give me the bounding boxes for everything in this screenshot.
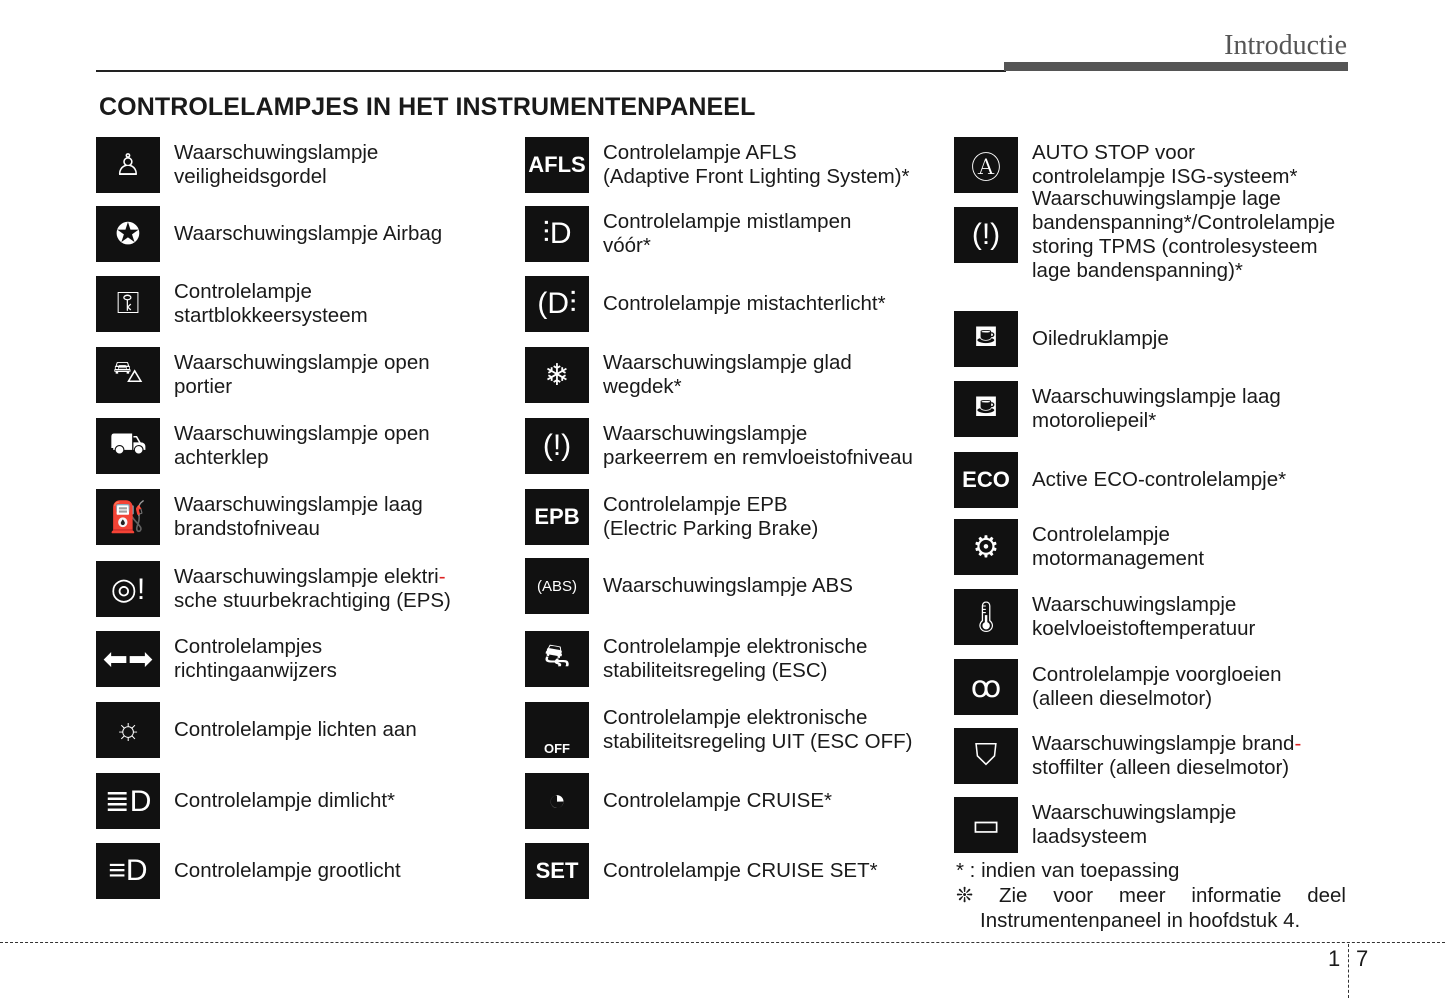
- ref-word: meer: [1118, 884, 1166, 907]
- label-line: Controlelampje AFLS: [603, 141, 797, 164]
- label-line: Waarschuwingslampje open: [174, 422, 430, 445]
- indicator-label: [1032, 327, 1169, 351]
- indicator-label: [603, 635, 867, 683]
- hyphen: -: [438, 565, 446, 588]
- label-line: bandenspanning*/Controlelampje: [1032, 211, 1336, 234]
- label-line: veiligheidsgordel: [174, 165, 327, 188]
- indicator-label: [1032, 141, 1297, 189]
- label-line: (Adaptive Front Lighting System)*: [603, 165, 910, 188]
- label-line: Waarschuwingslampje Airbag: [174, 222, 443, 245]
- label-line: Controlelampje voorgloeien: [1032, 663, 1282, 686]
- footnote-applicable: * : indien van toepassing: [956, 859, 1180, 882]
- section-title: Introductie: [1224, 30, 1347, 61]
- low-beam-icon: ≣D: [96, 773, 160, 829]
- label-line: Waarschuwingslampje: [1032, 801, 1237, 824]
- indicator-label: [174, 635, 337, 683]
- abs-icon: (ABS): [525, 558, 589, 614]
- reference-symbol: ❊: [956, 884, 974, 907]
- oil-pressure-icon: ⛾: [954, 311, 1018, 367]
- label-line: Waarschuwingslampje glad: [603, 351, 852, 374]
- label-line: storing TPMS (controlesysteem: [1032, 235, 1318, 258]
- label-line: startblokkeersysteem: [174, 304, 368, 327]
- label-line: Controlelampje elektronische: [603, 706, 868, 729]
- label-line: Controlelampje elektronische: [603, 635, 868, 658]
- indicator-label: [603, 789, 832, 813]
- label-line: Controlelampje: [174, 280, 312, 303]
- cruise-set-icon: SET: [525, 843, 589, 899]
- label-line: Waarschuwingslampje laag: [174, 493, 423, 516]
- high-beam-icon: ≡D: [96, 843, 160, 899]
- label-line: Waarschuwingslampje laag: [1032, 385, 1281, 408]
- esc-off-icon: OFF: [525, 702, 589, 758]
- indicator-label: [174, 141, 378, 189]
- label-line: stabiliteitsregeling UIT (ESC OFF): [603, 730, 913, 753]
- label-line: laadsysteem: [1032, 825, 1148, 848]
- brake-icon: (!): [525, 418, 589, 474]
- label-line: (alleen dieselmotor): [1032, 687, 1213, 710]
- icy-road-icon: ❄: [525, 347, 589, 403]
- label-line: vóór*: [603, 234, 651, 257]
- label-line: Controlelampje CRUISE SET*: [603, 859, 878, 882]
- label-line: Waarschuwingslampje brand-: [1032, 732, 1302, 755]
- label-line: controlelampje ISG-systeem*: [1032, 165, 1298, 188]
- epb-icon: EPB: [525, 489, 589, 545]
- indicator-label: [603, 292, 886, 316]
- label-line: Controlelampjes: [174, 635, 323, 658]
- label-line: Waarschuwingslampje elektri-: [174, 565, 446, 588]
- label-line: koelvloeistoftemperatuur: [1032, 617, 1256, 640]
- label-line: Waarschuwingslampje lage: [1032, 187, 1281, 210]
- footnote-reference-line2: Instrumentenpaneel in hoofdstuk 4.: [980, 909, 1301, 932]
- indicator-label: [174, 565, 451, 613]
- seatbelt-icon: ♙: [96, 137, 160, 193]
- label-line: Controlelampje mistlampen: [603, 210, 852, 233]
- fuel-icon: ⛽: [96, 489, 160, 545]
- oil-level-icon: ⛾: [954, 381, 1018, 437]
- page-number: 7: [1356, 946, 1369, 971]
- afls-icon: AFLS: [525, 137, 589, 193]
- indicator-label: [603, 351, 852, 399]
- auto-stop-icon: Ⓐ: [954, 137, 1018, 193]
- label-line: Waarschuwingslampje: [603, 422, 808, 445]
- battery-icon: ▭: [954, 797, 1018, 853]
- door-open-icon: ⛍: [96, 347, 160, 403]
- trunk-open-icon: ⛟: [96, 418, 160, 474]
- label-line: achterklep: [174, 446, 269, 469]
- indicator-label: [1032, 523, 1204, 571]
- hyphen: -: [1294, 732, 1302, 755]
- engine-check-icon: ⚙: [954, 519, 1018, 575]
- indicator-label: [1032, 468, 1286, 492]
- glow-plug-icon: ꝏ: [954, 659, 1018, 715]
- indicator-label: [174, 222, 442, 246]
- front-fog-icon: ⫶D: [525, 206, 589, 262]
- label-line: wegdek*: [603, 375, 682, 398]
- header-rule: [96, 70, 1006, 72]
- label-line: brandstofniveau: [174, 517, 320, 540]
- ref-word: Zie: [998, 884, 1028, 907]
- indicator-label: [603, 706, 912, 754]
- eps-icon: ◎!: [96, 561, 160, 617]
- label-line: Controlelampje CRUISE*: [603, 789, 833, 812]
- fuel-filter-icon: ⛉: [954, 728, 1018, 784]
- indicator-label: [1032, 663, 1282, 711]
- indicator-label: [603, 210, 851, 258]
- indicator-label: [174, 493, 423, 541]
- cruise-icon: ◔: [525, 773, 589, 829]
- indicator-label: [1032, 187, 1335, 283]
- indicator-label: [174, 789, 395, 813]
- header-bar: [1004, 62, 1348, 71]
- indicator-label: [1032, 732, 1301, 780]
- label-line: Controlelampje grootlicht: [174, 859, 401, 882]
- label-line: AUTO STOP voor: [1032, 141, 1195, 164]
- indicator-label: [603, 422, 913, 470]
- label-line: stoffilter (alleen dieselmotor): [1032, 756, 1290, 779]
- indicator-label: [174, 280, 368, 328]
- ref-word: informatie: [1191, 884, 1282, 907]
- label-line: motoroliepeil*: [1032, 409, 1157, 432]
- indicator-label: [603, 859, 878, 883]
- airbag-icon: ✪: [96, 206, 160, 262]
- eco-icon: ECO: [954, 452, 1018, 508]
- label-line: motormanagement: [1032, 547, 1205, 570]
- label-line: Waarschuwingslampje open: [174, 351, 430, 374]
- footnotes: [956, 858, 1346, 933]
- indicator-label: [174, 351, 430, 399]
- tpms-icon: (!): [954, 207, 1018, 263]
- label-line: parkeerrem en remvloeistofniveau: [603, 446, 913, 469]
- indicator-label: [1032, 801, 1236, 849]
- indicator-label: [174, 422, 430, 470]
- label-line: Controlelampje: [1032, 523, 1170, 546]
- indicator-label: [1032, 593, 1255, 641]
- indicator-label: [174, 718, 417, 742]
- label-line: Waarschuwingslampje: [1032, 593, 1237, 616]
- rear-fog-icon: (D⫶: [525, 276, 589, 332]
- label-line: Active ECO-controlelampje*: [1032, 468, 1287, 491]
- label-line: portier: [174, 375, 233, 398]
- label-line: Controlelampje EPB: [603, 493, 788, 516]
- label-line: sche stuurbekrachtiging (EPS): [174, 589, 451, 612]
- indicator-label: [174, 859, 401, 883]
- label-line: Waarschuwingslampje ABS: [603, 574, 853, 597]
- immobilizer-icon: ⚿: [96, 276, 160, 332]
- label-line: Controlelampje lichten aan: [174, 718, 417, 741]
- ref-word: voor: [1053, 884, 1094, 907]
- label-line: Controlelampje mistachterlicht*: [603, 292, 886, 315]
- turn-signal-icon: ⬅➡: [96, 631, 160, 687]
- indicator-label: [603, 493, 818, 541]
- label-line: Oiledruklampje: [1032, 327, 1169, 350]
- indicator-label: [1032, 385, 1281, 433]
- label-line: Waarschuwingslampje: [174, 141, 379, 164]
- label-line: stabiliteitsregeling (ESC): [603, 659, 828, 682]
- footnote-reference: [956, 883, 1346, 908]
- ref-word: deel: [1307, 884, 1346, 907]
- coolant-temp-icon: 🌡: [954, 589, 1018, 645]
- esc-icon: ⛐: [525, 631, 589, 687]
- lights-on-icon: ☼: [96, 702, 160, 758]
- label-line: richtingaanwijzers: [174, 659, 337, 682]
- chapter-number: 1: [1328, 946, 1341, 971]
- footer-divider: [0, 942, 1445, 943]
- page-title: CONTROLELAMPJES IN HET INSTRUMENTENPANEEL: [99, 93, 756, 121]
- label-line: Controlelampje dimlicht*: [174, 789, 396, 812]
- label-line: lage bandenspanning)*: [1032, 259, 1243, 282]
- indicator-label: [603, 141, 910, 189]
- page-number-divider: [1348, 944, 1349, 998]
- indicator-label: [603, 574, 853, 598]
- label-line: (Electric Parking Brake): [603, 517, 819, 540]
